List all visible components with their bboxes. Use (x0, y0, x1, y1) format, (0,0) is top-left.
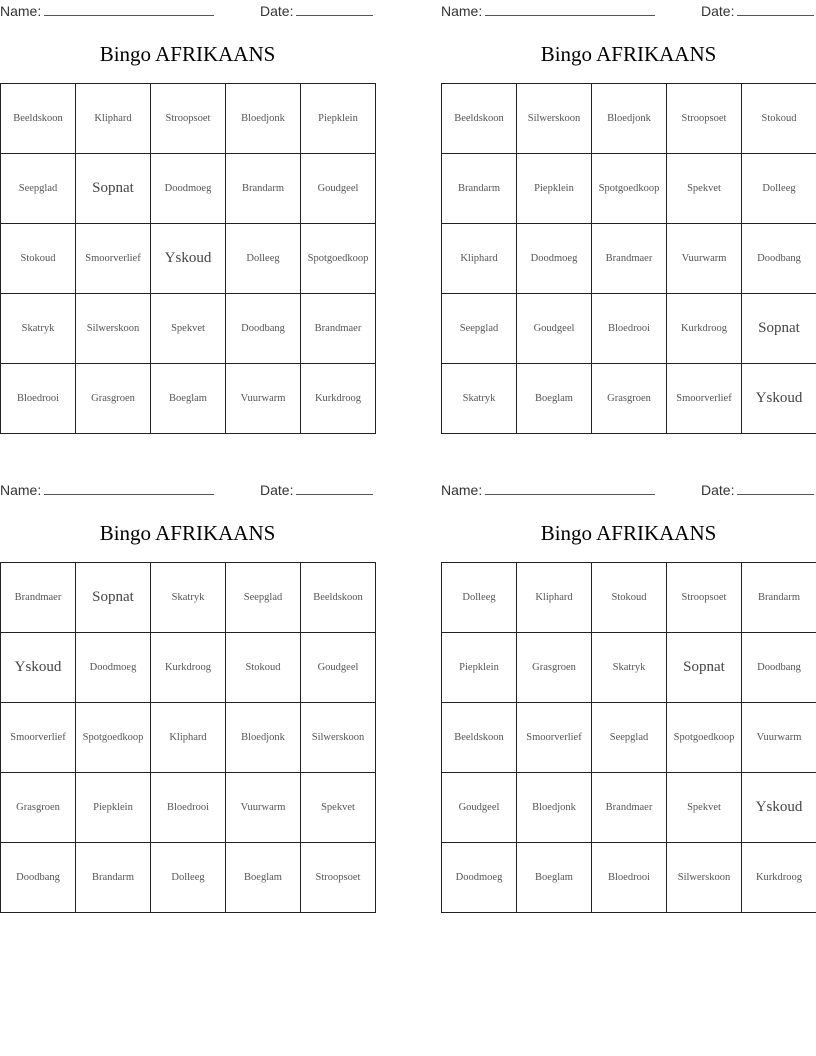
grid-cell: Yskoud (1, 633, 76, 703)
grid-cell: Boeglam (517, 364, 592, 434)
grid-cell: Spekvet (667, 154, 742, 224)
grid-cell: Stokoud (742, 84, 816, 154)
grid-cell: Kliphard (151, 703, 226, 773)
grid-row (1, 224, 376, 294)
grid-cell: Bloedjonk (592, 84, 667, 154)
grid-cell: Brandarm (742, 563, 816, 633)
grid-cell: Skatryk (151, 563, 226, 633)
grid-row (1, 154, 376, 224)
grid-cell: Grasgroen (1, 773, 76, 843)
bingo-card-4 (441, 479, 816, 914)
grid-row (442, 563, 816, 633)
grid-row (1, 294, 376, 364)
grid-cell: Bloedrooi (592, 294, 667, 364)
bingo-grid (0, 83, 376, 434)
grid-cell: Piepklein (517, 154, 592, 224)
grid-cell: Smoorverlief (667, 364, 742, 434)
card-title: Bingo AFRIKAANS (540, 42, 717, 66)
grid-cell: Spekvet (301, 773, 376, 843)
grid-cell: Brandarm (442, 154, 517, 224)
name-label: Name: (441, 3, 483, 19)
grid-cell: Beeldskoon (1, 84, 76, 154)
grid-cell: Bloedrooi (151, 773, 226, 843)
name-label: Name: (0, 3, 42, 19)
grid-cell: Stroopsoet (667, 563, 742, 633)
grid-row (1, 703, 376, 773)
grid-cell: Spotgoedkoop (301, 224, 376, 294)
grid-cell: Vuurwarm (667, 224, 742, 294)
grid-cell: Doodbang (1, 843, 76, 913)
grid-cell: Beeldskoon (442, 703, 517, 773)
grid-cell: Goudgeel (301, 633, 376, 703)
grid-row (442, 843, 816, 913)
grid-cell: Smoorverlief (76, 224, 151, 294)
grid-cell: Kliphard (442, 224, 517, 294)
grid-row (442, 154, 816, 224)
grid-row (1, 843, 376, 913)
grid-cell: Dolleeg (742, 154, 816, 224)
name-field[interactable] (0, 481, 214, 498)
grid-cell: Brandmaer (592, 773, 667, 843)
grid-cell: Vuurwarm (226, 364, 301, 434)
grid-cell: Sopnat (76, 154, 151, 224)
grid-cell: Dolleeg (442, 563, 517, 633)
grid-row (1, 563, 376, 633)
grid-cell: Grasgroen (76, 364, 151, 434)
grid-cell: Sopnat (742, 294, 816, 364)
bingo-card-2 (441, 0, 816, 435)
grid-cell: Grasgroen (517, 633, 592, 703)
grid-row (442, 294, 816, 364)
grid-cell: Kurkdroog (742, 843, 816, 913)
grid-cell: Boeglam (226, 843, 301, 913)
grid-cell: Spotgoedkoop (592, 154, 667, 224)
grid-cell: Skatryk (442, 364, 517, 434)
grid-cell: Piepklein (76, 773, 151, 843)
grid-row (1, 364, 376, 434)
grid-cell: Bloedrooi (592, 843, 667, 913)
grid-cell: Bloedjonk (226, 84, 301, 154)
grid-cell: Yskoud (742, 773, 816, 843)
grid-cell: Brandarm (76, 843, 151, 913)
grid-row (442, 703, 816, 773)
grid-cell: Doodbang (742, 224, 816, 294)
grid-cell: Stokoud (226, 633, 301, 703)
date-field[interactable] (260, 481, 373, 498)
grid-row (1, 773, 376, 843)
grid-cell: Spekvet (667, 773, 742, 843)
grid-cell: Silwerskoon (301, 703, 376, 773)
grid-cell: Boeglam (151, 364, 226, 434)
grid-cell: Seepglad (226, 563, 301, 633)
date-label: Date: (260, 3, 294, 19)
grid-cell: Vuurwarm (226, 773, 301, 843)
grid-cell: Smoorverlief (517, 703, 592, 773)
grid-cell: Seepglad (592, 703, 667, 773)
grid-cell: Goudgeel (517, 294, 592, 364)
grid-cell: Stroopsoet (151, 84, 226, 154)
bingo-grid (0, 562, 376, 913)
date-line[interactable] (737, 481, 814, 495)
grid-cell: Silwerskoon (667, 843, 742, 913)
card-title: Bingo AFRIKAANS (540, 521, 717, 545)
grid-cell: Doodmoeg (76, 633, 151, 703)
grid-cell: Grasgroen (592, 364, 667, 434)
date-line[interactable] (296, 481, 373, 495)
date-line[interactable] (296, 2, 373, 16)
date-field[interactable] (701, 481, 814, 498)
grid-cell: Skatryk (592, 633, 667, 703)
name-line[interactable] (44, 2, 214, 16)
grid-cell: Stroopsoet (667, 84, 742, 154)
grid-cell: Brandmaer (592, 224, 667, 294)
grid-cell: Spekvet (151, 294, 226, 364)
grid-cell: Doodmoeg (151, 154, 226, 224)
grid-cell: Seepglad (1, 154, 76, 224)
grid-cell: Doodmoeg (517, 224, 592, 294)
grid-row (442, 633, 816, 703)
grid-cell: Bloedjonk (226, 703, 301, 773)
grid-cell: Bloedjonk (517, 773, 592, 843)
bingo-card-3 (0, 479, 375, 914)
grid-cell: Boeglam (517, 843, 592, 913)
grid-cell: Stroopsoet (301, 843, 376, 913)
name-field[interactable] (441, 481, 655, 498)
grid-cell: Skatryk (1, 294, 76, 364)
grid-cell: Piepklein (442, 633, 517, 703)
date-label: Date: (701, 482, 735, 498)
grid-cell: Bloedrooi (1, 364, 76, 434)
grid-cell: Sopnat (667, 633, 742, 703)
date-label: Date: (260, 482, 294, 498)
bingo-grid (441, 83, 816, 434)
grid-cell: Yskoud (742, 364, 816, 434)
name-line[interactable] (485, 2, 655, 16)
grid-cell: Brandmaer (301, 294, 376, 364)
grid-row (442, 224, 816, 294)
name-label: Name: (441, 482, 483, 498)
grid-row (442, 773, 816, 843)
grid-cell: Vuurwarm (742, 703, 816, 773)
date-line[interactable] (737, 2, 814, 16)
grid-cell: Kliphard (517, 563, 592, 633)
grid-cell: Smoorverlief (1, 703, 76, 773)
name-line[interactable] (44, 481, 214, 495)
name-line[interactable] (485, 481, 655, 495)
card-title: Bingo AFRIKAANS (99, 521, 276, 545)
grid-cell: Beeldskoon (442, 84, 517, 154)
grid-cell: Beeldskoon (301, 563, 376, 633)
grid-cell: Doodbang (742, 633, 816, 703)
date-field[interactable] (701, 2, 814, 19)
grid-cell: Sopnat (76, 563, 151, 633)
grid-cell: Doodbang (226, 294, 301, 364)
name-field[interactable] (0, 2, 214, 19)
bingo-card-1 (0, 0, 375, 435)
grid-cell: Brandarm (226, 154, 301, 224)
grid-cell: Kurkdroog (667, 294, 742, 364)
grid-cell: Goudgeel (301, 154, 376, 224)
date-label: Date: (701, 3, 735, 19)
name-field[interactable] (441, 2, 655, 19)
date-field[interactable] (260, 2, 373, 19)
card-title: Bingo AFRIKAANS (99, 42, 276, 66)
grid-cell: Stokoud (1, 224, 76, 294)
grid-cell: Spotgoedkoop (667, 703, 742, 773)
grid-cell: Doodmoeg (442, 843, 517, 913)
grid-row (442, 84, 816, 154)
grid-cell: Kurkdroog (301, 364, 376, 434)
grid-cell: Seepglad (442, 294, 517, 364)
name-label: Name: (0, 482, 42, 498)
grid-cell: Spotgoedkoop (76, 703, 151, 773)
grid-cell: Goudgeel (442, 773, 517, 843)
grid-cell: Dolleeg (226, 224, 301, 294)
grid-cell: Dolleeg (151, 843, 226, 913)
grid-row (442, 364, 816, 434)
bingo-grid (441, 562, 816, 913)
grid-cell: Yskoud (151, 224, 226, 294)
grid-cell: Piepklein (301, 84, 376, 154)
grid-cell: Silwerskoon (517, 84, 592, 154)
grid-row (1, 84, 376, 154)
grid-cell: Kurkdroog (151, 633, 226, 703)
grid-row (1, 633, 376, 703)
grid-cell: Kliphard (76, 84, 151, 154)
grid-cell: Silwerskoon (76, 294, 151, 364)
grid-cell: Stokoud (592, 563, 667, 633)
grid-cell: Brandmaer (1, 563, 76, 633)
